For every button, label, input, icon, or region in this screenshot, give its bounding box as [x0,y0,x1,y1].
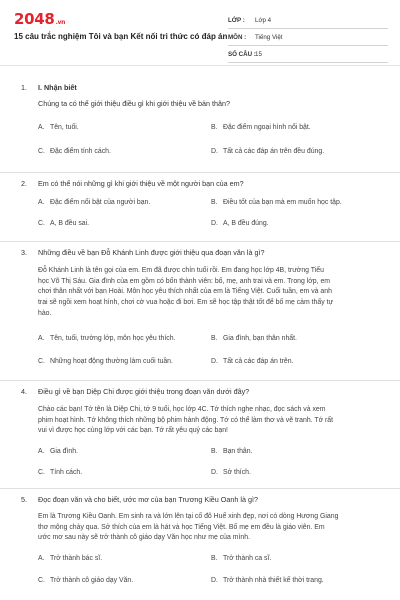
option-letter: A. [38,335,45,342]
site-logo[interactable] [14,9,65,31]
option-b[interactable] [211,198,342,208]
option-text: Tên, tuổi. [50,124,79,131]
question-item [0,242,400,381]
option-a[interactable] [38,334,176,344]
question-number: 1. [21,83,27,92]
question-text: Chúng ta có thể giới thiệu điều gì khi giới thiệu về bản thân? [38,99,231,108]
passage-line: Đỗ Khánh Linh là tên gọi của em. Em đã được chín tuổi rồi. Em đang học lớp 4B, trường Tiểu [38,267,324,274]
option-c[interactable] [38,219,89,229]
meta-value: Tiếng Việt [255,34,283,41]
option-text: Đặc điểm nổi bật của người bạn. [50,199,151,206]
option-c[interactable] [38,357,173,367]
option-text: Tất cả các đáp án trên đều đúng. [223,148,325,155]
meta-row-count [228,48,388,63]
option-text: Gia đình. [50,448,78,455]
passage-line: học Võ Thị Sáu. Gia đình của em gồm có bốn thành viên: bố, mẹ, anh trai và em. Trong lớp, em [38,277,331,285]
question-number: 5. [21,495,27,504]
option-text: Đặc điểm tính cách. [50,148,111,155]
option-letter: B. [211,199,218,206]
option-text: Trở thành bác sĩ. [50,555,103,562]
option-text: Tính cách. [50,469,83,476]
option-letter: B. [211,335,218,342]
option-letter: D. [211,148,218,155]
passage-line: hào. [38,309,52,317]
option-a[interactable] [38,123,79,133]
meta-label: MÔN : [228,34,247,41]
question-list [0,66,400,599]
option-letter: D. [211,358,218,365]
question-number: 3. [21,248,27,257]
option-text: A, B đều sai. [50,220,90,227]
option-a[interactable] [38,554,102,564]
question-number: 4. [21,387,27,396]
meta-label: SỐ CÂU : [228,51,256,58]
option-b[interactable] [211,123,311,133]
option-letter: A. [38,124,45,131]
option-text: Trở thành nhà thiết kế thời trang. [223,577,324,584]
option-text: Đặc điểm ngoại hình nổi bật. [223,124,311,131]
option-b[interactable] [211,334,297,344]
option-letter: A. [38,555,45,562]
quiz-meta [228,14,388,63]
option-letter: C. [38,220,45,227]
option-letter: C. [38,577,45,584]
logo-suffix: .vn [55,19,66,26]
option-d[interactable] [211,147,324,157]
option-letter: C. [38,148,45,155]
meta-row-subject [228,31,388,46]
question-text: Điều gì về bạn Diệp Chi được giới thiệu trong đoạn văn dưới đây? [38,387,250,396]
reading-passage [0,512,400,544]
option-text: Trở thành ca sĩ. [223,555,272,562]
logo-text: 2048 [14,10,55,28]
option-d[interactable] [211,357,293,367]
option-letter: C. [38,358,45,365]
option-text: Tất cả các đáp án trên. [223,358,294,365]
reading-passage [0,266,400,320]
option-text: Điều tốt của bạn mà em muốn học tập. [223,199,342,206]
option-letter: D. [211,469,218,476]
question-text: Những điều về bạn Đỗ Khánh Linh được giới thiệu qua đoạn văn là gì? [38,248,265,257]
question-item [0,489,400,599]
question-text: Đọc đoạn văn và cho biết, ước mơ của bạn Trương Kiều Oanh là gì? [38,495,258,504]
meta-row-class [228,14,388,29]
reading-passage [0,405,400,437]
option-c[interactable] [38,468,82,478]
passage-line: ước mơ sau này sẽ trở thành cô giáo dạy Văn học như mẹ của mình. [38,534,250,542]
section-heading: I. Nhận biết [38,83,77,92]
passage-line: trai sẽ ngồi xem hoạt hình, chơi cờ vua hoặc đi bơi. Em sẽ học tập thật tốt để bố mẹ cảm thấy tự [38,299,334,307]
passage-line: vui vì được học cùng lớp với các bạn. Tớ rất yêu quý các bạn! [38,427,228,435]
option-text: Những hoạt động thường làm cuối tuần. [50,358,173,365]
option-letter: B. [211,555,218,562]
passage-line: Em là Trương Kiều Oanh. Em sinh ra và lớn lên tại cố đô Huế xinh đẹp, nơi có dòng Hương Giang [38,513,339,520]
option-text: Tên, tuổi, trường lớp, môn học yêu thích. [50,335,176,342]
option-d[interactable] [211,468,251,478]
question-item [0,173,400,242]
option-text: Gia đình, bạn thân nhất. [223,335,297,342]
passage-line: Chào các bạn! Tớ tên là Diệp Chi, tớ 9 tuổi, học lớp 4C. Tớ thích nghe nhạc, đọc sách và xem [38,406,326,413]
question-text: Em có thể nói những gì khi giới thiệu về một người bạn của em? [38,179,244,188]
option-text: Trở thành cô giáo dạy Văn. [50,577,134,584]
option-text: Sở thích. [223,469,251,476]
meta-value: 15 [255,51,262,58]
option-letter: D. [211,220,218,227]
option-c[interactable] [38,576,133,586]
page-header [0,0,400,66]
option-b[interactable] [211,554,271,564]
option-letter: C. [38,469,45,476]
passage-line: phim hoạt hình. Tớ không thích những bộ phim hành động. Tớ có thể làm thơ và vẽ tranh. Tớ rất [38,416,334,424]
option-d[interactable] [211,219,269,229]
option-a[interactable] [38,198,150,208]
option-text: A, B đều đúng. [223,220,269,227]
meta-label: LỚP : [228,17,245,24]
option-letter: A. [38,199,45,206]
question-number: 2. [21,179,27,188]
option-a[interactable] [38,447,78,457]
meta-value: Lớp 4 [255,17,272,24]
option-letter: B. [211,448,218,455]
page-title: 15 câu trắc nghiệm Tôi và bạn Kết nối tri thức có đáp án [14,32,228,41]
option-d[interactable] [211,576,324,586]
option-b[interactable] [211,447,253,457]
option-letter: D. [211,577,218,584]
option-letter: A. [38,448,45,455]
question-item [0,381,400,489]
question-item [0,66,400,173]
passage-line: chơi thân nhất với bạn Hoài. Môn học yêu thích nhất của em là Tiếng Việt. Cuối tuần, em và anh [38,288,332,296]
option-text: Bạn thân. [223,448,253,455]
option-c[interactable] [38,147,111,157]
passage-line: thơ mộng chảy qua. Sở thích của em là hát và học Tiếng Việt. Bố mẹ em đều là giáo viên. Em [38,523,325,531]
option-letter: B. [211,124,218,131]
